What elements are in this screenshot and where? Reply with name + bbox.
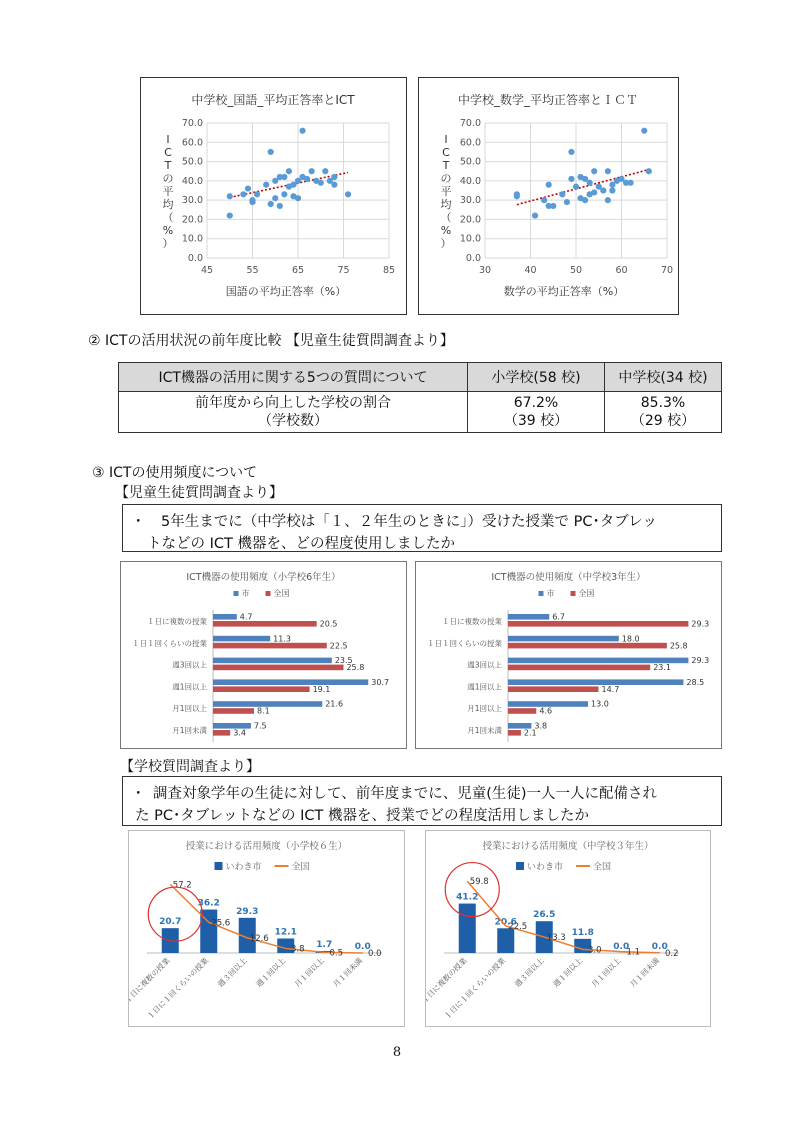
y-tick-label: 40.0 bbox=[459, 175, 481, 187]
data-label: 3.0 bbox=[587, 945, 602, 956]
legend-swatch bbox=[266, 591, 271, 596]
bar bbox=[213, 686, 310, 692]
data-point bbox=[532, 212, 538, 218]
data-point bbox=[281, 191, 287, 197]
category-label: 週１回以上 bbox=[254, 956, 288, 989]
category-label: 週1回以上 bbox=[467, 682, 502, 692]
data-point bbox=[254, 191, 260, 197]
scatter-chart-japanese bbox=[141, 78, 405, 313]
middle-count: （29 校） bbox=[630, 413, 696, 429]
category-label: １日に１回くらいの授業 bbox=[145, 956, 211, 1021]
data-point bbox=[277, 203, 283, 209]
category-label: 週３回以上 bbox=[512, 956, 546, 989]
y-axis-label-char: 均 bbox=[440, 198, 452, 211]
x-tick-label: 65 bbox=[291, 265, 305, 276]
legend-label: 全国 bbox=[593, 862, 612, 873]
table-cell bbox=[468, 392, 605, 433]
data-label: 3.4 bbox=[233, 728, 246, 738]
category-label: １日に１回くらいの授業 bbox=[442, 956, 508, 1021]
category-label: 月１回以上 bbox=[589, 956, 623, 989]
data-label: 25.8 bbox=[346, 663, 365, 673]
table-header: ICT機器の活用に関する5つの質問について bbox=[119, 363, 468, 392]
legend-swatch bbox=[516, 862, 524, 870]
y-axis-label-char: % bbox=[162, 224, 174, 237]
y-axis-label-char: （ bbox=[440, 211, 452, 224]
elementary-percent: 67.2% bbox=[513, 395, 559, 411]
category-label: １日に複数の授業 bbox=[426, 956, 469, 1005]
scatter-chart-math-frame bbox=[418, 77, 679, 315]
data-point bbox=[628, 180, 634, 186]
category-label: 月１回未満 bbox=[331, 956, 365, 989]
data-point bbox=[609, 187, 615, 193]
data-point bbox=[268, 201, 274, 207]
data-label: 12.6 bbox=[249, 933, 269, 944]
question-line: た PC･タブレットなどの ICT 機器を、授業でどの程度活用しましたか bbox=[135, 808, 589, 824]
bar bbox=[213, 643, 327, 649]
data-point bbox=[591, 168, 597, 174]
category-label: 月1回未満 bbox=[467, 726, 502, 735]
y-tick-label: 60.0 bbox=[459, 137, 481, 149]
usage-chart-elementary bbox=[121, 562, 406, 748]
data-point bbox=[286, 168, 292, 174]
y-axis-label-char: ） bbox=[162, 237, 174, 250]
data-point bbox=[587, 180, 593, 186]
data-label: 11.8 bbox=[571, 927, 594, 938]
y-tick-label: 10.0 bbox=[459, 233, 481, 245]
category-label: 週3回以上 bbox=[172, 660, 207, 670]
legend-label: 市 bbox=[546, 589, 555, 598]
legend-swatch bbox=[215, 862, 223, 870]
y-axis-label-char: 平 bbox=[440, 185, 452, 198]
data-label: 18.0 bbox=[621, 634, 640, 644]
data-label: 12.1 bbox=[274, 927, 297, 938]
lesson-usage-chart-middle bbox=[426, 831, 710, 1026]
comparison-table bbox=[118, 362, 722, 433]
data-label: 0.5 bbox=[329, 948, 344, 959]
data-label: 36.2 bbox=[197, 898, 220, 909]
legend-swatch bbox=[539, 591, 544, 596]
data-label: 1.7 bbox=[316, 939, 333, 950]
x-tick-label: 30 bbox=[478, 265, 492, 276]
y-tick-label: 50.0 bbox=[459, 156, 481, 168]
legend-label: 市 bbox=[241, 589, 250, 598]
data-point bbox=[268, 149, 274, 155]
page-number: 8 bbox=[392, 1045, 402, 1060]
data-point bbox=[263, 182, 269, 188]
bullet: ・ bbox=[131, 514, 146, 530]
chart-title: ICT機器の使用頻度（中学校3年生） bbox=[491, 572, 646, 583]
section2-heading: ② ICTの活用状況の前年度比較 【児童生徒質問調査より】 bbox=[88, 333, 454, 349]
data-label: 3.8 bbox=[534, 721, 548, 731]
data-label: 57.2 bbox=[172, 880, 192, 891]
data-point bbox=[546, 182, 552, 188]
category-label: 月1回以上 bbox=[172, 704, 207, 714]
data-label: 2.1 bbox=[523, 728, 537, 738]
category-label: 月1回以上 bbox=[467, 704, 502, 714]
category-label: １日に複数の授業 bbox=[129, 956, 172, 1005]
data-point bbox=[605, 168, 611, 174]
data-label: 20.7 bbox=[159, 917, 182, 928]
bullet: ・ bbox=[131, 786, 146, 802]
data-point bbox=[322, 168, 328, 174]
y-axis-label-char: 均 bbox=[162, 198, 174, 211]
category-label: 週１回以上 bbox=[551, 956, 585, 989]
data-point bbox=[582, 197, 588, 203]
data-label: 22.5 bbox=[508, 922, 528, 932]
x-tick-label: 45 bbox=[200, 265, 214, 276]
category-label: 週３回以上 bbox=[215, 956, 249, 989]
data-label: 19.1 bbox=[312, 684, 331, 694]
data-point bbox=[568, 149, 574, 155]
bar bbox=[508, 730, 521, 736]
y-tick-label: 70.0 bbox=[459, 118, 481, 129]
y-axis-label-char: T bbox=[442, 159, 450, 172]
x-tick-label: 60 bbox=[615, 265, 628, 276]
data-label: 26.5 bbox=[533, 910, 556, 921]
y-axis-label-char: の bbox=[440, 172, 452, 185]
table-header: 小学校(58 校) bbox=[468, 363, 605, 392]
data-label: 28.5 bbox=[686, 677, 705, 687]
bar bbox=[508, 643, 667, 649]
y-tick-label: 30.0 bbox=[459, 195, 481, 207]
bar bbox=[508, 686, 598, 692]
data-label: 1.1 bbox=[626, 947, 641, 958]
lesson-usage-chart-elementary bbox=[129, 831, 404, 1026]
bar bbox=[213, 679, 368, 685]
y-axis-label-char: I bbox=[166, 133, 170, 146]
data-label: 20.6 bbox=[494, 917, 517, 928]
data-point bbox=[331, 174, 337, 180]
legend-swatch bbox=[571, 591, 576, 596]
data-point bbox=[240, 191, 246, 197]
y-axis-label-char: ） bbox=[440, 237, 452, 250]
data-label: 8.1 bbox=[256, 706, 270, 716]
table-row bbox=[119, 392, 722, 433]
bar bbox=[508, 636, 619, 642]
bar bbox=[508, 679, 683, 685]
question-box-1 bbox=[122, 504, 722, 552]
data-label: 29.3 bbox=[691, 656, 710, 666]
data-label: 25.6 bbox=[211, 918, 231, 929]
bar bbox=[213, 730, 230, 736]
data-point bbox=[331, 182, 337, 188]
data-point bbox=[249, 199, 255, 205]
x-tick-label: 70 bbox=[660, 265, 674, 276]
data-point bbox=[568, 176, 574, 182]
data-point bbox=[299, 128, 305, 134]
data-label: 13.3 bbox=[546, 933, 566, 944]
school-survey-label: 【学校質問調査より】 bbox=[120, 759, 260, 775]
x-tick-label: 40 bbox=[524, 265, 537, 276]
y-axis-label-char: C bbox=[164, 146, 172, 159]
question-line: 調査対象学年の生徒に対して、前年度までに、児童(生徒)一人一人に配備され bbox=[153, 786, 658, 802]
category-label: １日１回くらいの授業 bbox=[132, 638, 207, 648]
y-axis-label-char: % bbox=[440, 224, 452, 237]
table-cell bbox=[119, 392, 468, 433]
data-label: 0.0 bbox=[651, 942, 668, 952]
data-label: 21.6 bbox=[325, 699, 344, 709]
elementary-count: （39 校） bbox=[503, 413, 569, 429]
data-point bbox=[281, 174, 287, 180]
category-label: 週1回以上 bbox=[172, 682, 207, 692]
chart-title: 授業における活用頻度（小学校６生） bbox=[185, 841, 348, 852]
data-label: 14.7 bbox=[601, 684, 620, 694]
table-header: 中学校(34 校) bbox=[605, 363, 722, 392]
x-tick-label: 55 bbox=[246, 265, 259, 276]
legend-label: 全国 bbox=[273, 589, 290, 598]
data-point bbox=[318, 180, 324, 186]
data-label: 0.0 bbox=[354, 942, 371, 952]
data-point bbox=[591, 189, 597, 195]
data-point bbox=[245, 185, 251, 191]
data-label: 29.3 bbox=[691, 619, 710, 629]
table-cell bbox=[605, 392, 722, 433]
chart-title: 中学校_国語_平均正答率とICT bbox=[191, 93, 355, 107]
data-label: 13.0 bbox=[591, 699, 609, 709]
scatter-chart-japanese-frame bbox=[140, 77, 407, 315]
bar bbox=[213, 621, 317, 627]
legend-label: いわき市 bbox=[225, 862, 262, 873]
data-point bbox=[646, 168, 652, 174]
data-label: 4.6 bbox=[539, 706, 553, 716]
y-tick-label: 0.0 bbox=[187, 253, 203, 264]
y-tick-label: 60.0 bbox=[181, 137, 203, 149]
y-tick-label: 10.0 bbox=[181, 233, 203, 245]
data-label: 22.5 bbox=[329, 641, 348, 651]
legend-swatch bbox=[234, 591, 239, 596]
data-point bbox=[600, 187, 606, 193]
data-label: 20.5 bbox=[319, 619, 338, 629]
data-label: 11.3 bbox=[273, 634, 291, 644]
data-point bbox=[541, 197, 547, 203]
data-label: 29.3 bbox=[236, 906, 259, 917]
section3-heading: ③ ICTの使用頻度について bbox=[92, 465, 258, 481]
y-axis-label-char: C bbox=[442, 146, 450, 159]
data-point bbox=[272, 195, 278, 201]
row-label: 前年度から向上した学校の割合 bbox=[195, 395, 391, 411]
data-point bbox=[550, 203, 556, 209]
x-tick-label: 50 bbox=[569, 265, 583, 276]
x-axis-label: 国語の平均正答率（%） bbox=[225, 285, 347, 298]
x-axis-label: 数学の平均正答率（%） bbox=[503, 285, 625, 298]
data-point bbox=[573, 184, 579, 190]
question-line: 5年生までに（中学校は「１、２年生のときに」）受けた授業で PC･タブレッ bbox=[161, 514, 657, 530]
bar bbox=[508, 621, 688, 627]
legend-label: いわき市 bbox=[527, 862, 564, 873]
data-label: 23.5 bbox=[334, 656, 353, 666]
scatter-chart-math bbox=[419, 78, 677, 313]
x-tick-label: 75 bbox=[337, 265, 350, 276]
y-tick-label: 50.0 bbox=[181, 156, 203, 168]
question-line: トなどの ICT 機器を、どの程度使用しましたか bbox=[147, 536, 455, 552]
bar bbox=[213, 708, 254, 714]
y-axis-label-char: （ bbox=[162, 211, 174, 224]
data-label: 59.8 bbox=[469, 877, 489, 888]
y-tick-label: 20.0 bbox=[459, 214, 481, 226]
legend-label: 全国 bbox=[291, 862, 310, 873]
category-label: １日に複数の授業 bbox=[147, 617, 207, 626]
data-point bbox=[304, 176, 310, 182]
y-axis-label-char: の bbox=[162, 172, 174, 185]
bar bbox=[508, 614, 549, 620]
y-tick-label: 70.0 bbox=[181, 118, 203, 129]
bar bbox=[459, 904, 476, 953]
table-header-row bbox=[119, 363, 722, 392]
data-label: 4.7 bbox=[239, 612, 253, 622]
data-point bbox=[309, 168, 315, 174]
data-point bbox=[345, 191, 351, 197]
y-axis-label-char: T bbox=[164, 159, 172, 172]
student-survey-label: 【児童生徒質問調査より】 bbox=[115, 485, 283, 501]
lesson-usage-chart-middle-frame bbox=[425, 830, 711, 1027]
bar bbox=[508, 665, 650, 671]
bar bbox=[508, 708, 536, 714]
category-label: 月1回未満 bbox=[172, 726, 207, 735]
lesson-usage-chart-elementary-frame bbox=[128, 830, 405, 1027]
chart-title: 授業における活用頻度（中学校３年生） bbox=[482, 841, 654, 852]
data-point bbox=[559, 191, 565, 197]
y-tick-label: 0.0 bbox=[465, 253, 481, 264]
y-axis-label-char: 平 bbox=[162, 185, 174, 198]
y-axis-label bbox=[163, 133, 174, 250]
data-label: 0.0 bbox=[367, 949, 382, 959]
data-point bbox=[641, 128, 647, 134]
data-label: 23.1 bbox=[653, 663, 672, 673]
y-tick-label: 30.0 bbox=[181, 195, 203, 207]
data-point bbox=[227, 193, 233, 199]
chart-title: ICT機器の使用頻度（小学校6年生） bbox=[186, 572, 341, 583]
usage-chart-middle-frame bbox=[415, 561, 722, 749]
category-label: １日に複数の授業 bbox=[442, 617, 502, 626]
data-label: 3.8 bbox=[290, 944, 305, 955]
question-box-2 bbox=[122, 776, 722, 826]
data-point bbox=[605, 197, 611, 203]
data-label: 25.8 bbox=[669, 641, 688, 651]
data-point bbox=[227, 212, 233, 218]
data-label: 6.7 bbox=[552, 612, 565, 622]
x-tick-label: 85 bbox=[382, 265, 396, 276]
data-label: 41.2 bbox=[456, 892, 479, 903]
data-label: 30.7 bbox=[371, 677, 390, 687]
y-axis-label-char: I bbox=[444, 133, 448, 146]
category-label: 週3回以上 bbox=[467, 660, 502, 670]
category-label: 月１回以上 bbox=[292, 956, 326, 989]
data-label: 7.5 bbox=[253, 721, 267, 731]
middle-percent: 85.3% bbox=[640, 395, 686, 411]
bar bbox=[213, 658, 332, 664]
bar bbox=[213, 665, 343, 671]
legend-label: 全国 bbox=[578, 589, 595, 598]
y-tick-label: 20.0 bbox=[181, 214, 203, 226]
category-label: 月１回未満 bbox=[628, 956, 662, 989]
chart-title: 中学校_数学_平均正答率とＩＣＴ bbox=[457, 93, 639, 107]
row-sublabel: （学校数） bbox=[258, 413, 328, 429]
data-point bbox=[564, 199, 570, 205]
bar bbox=[213, 636, 270, 642]
data-label: 0.0 bbox=[613, 942, 630, 952]
category-label: １日１回くらいの授業 bbox=[427, 638, 502, 648]
usage-chart-elementary-frame bbox=[120, 561, 407, 749]
y-axis-label bbox=[441, 133, 452, 250]
data-point bbox=[514, 193, 520, 199]
data-point bbox=[295, 195, 301, 201]
usage-chart-middle bbox=[416, 562, 721, 748]
y-tick-label: 40.0 bbox=[181, 175, 203, 187]
data-label: 0.2 bbox=[664, 948, 679, 959]
bar bbox=[213, 614, 237, 620]
